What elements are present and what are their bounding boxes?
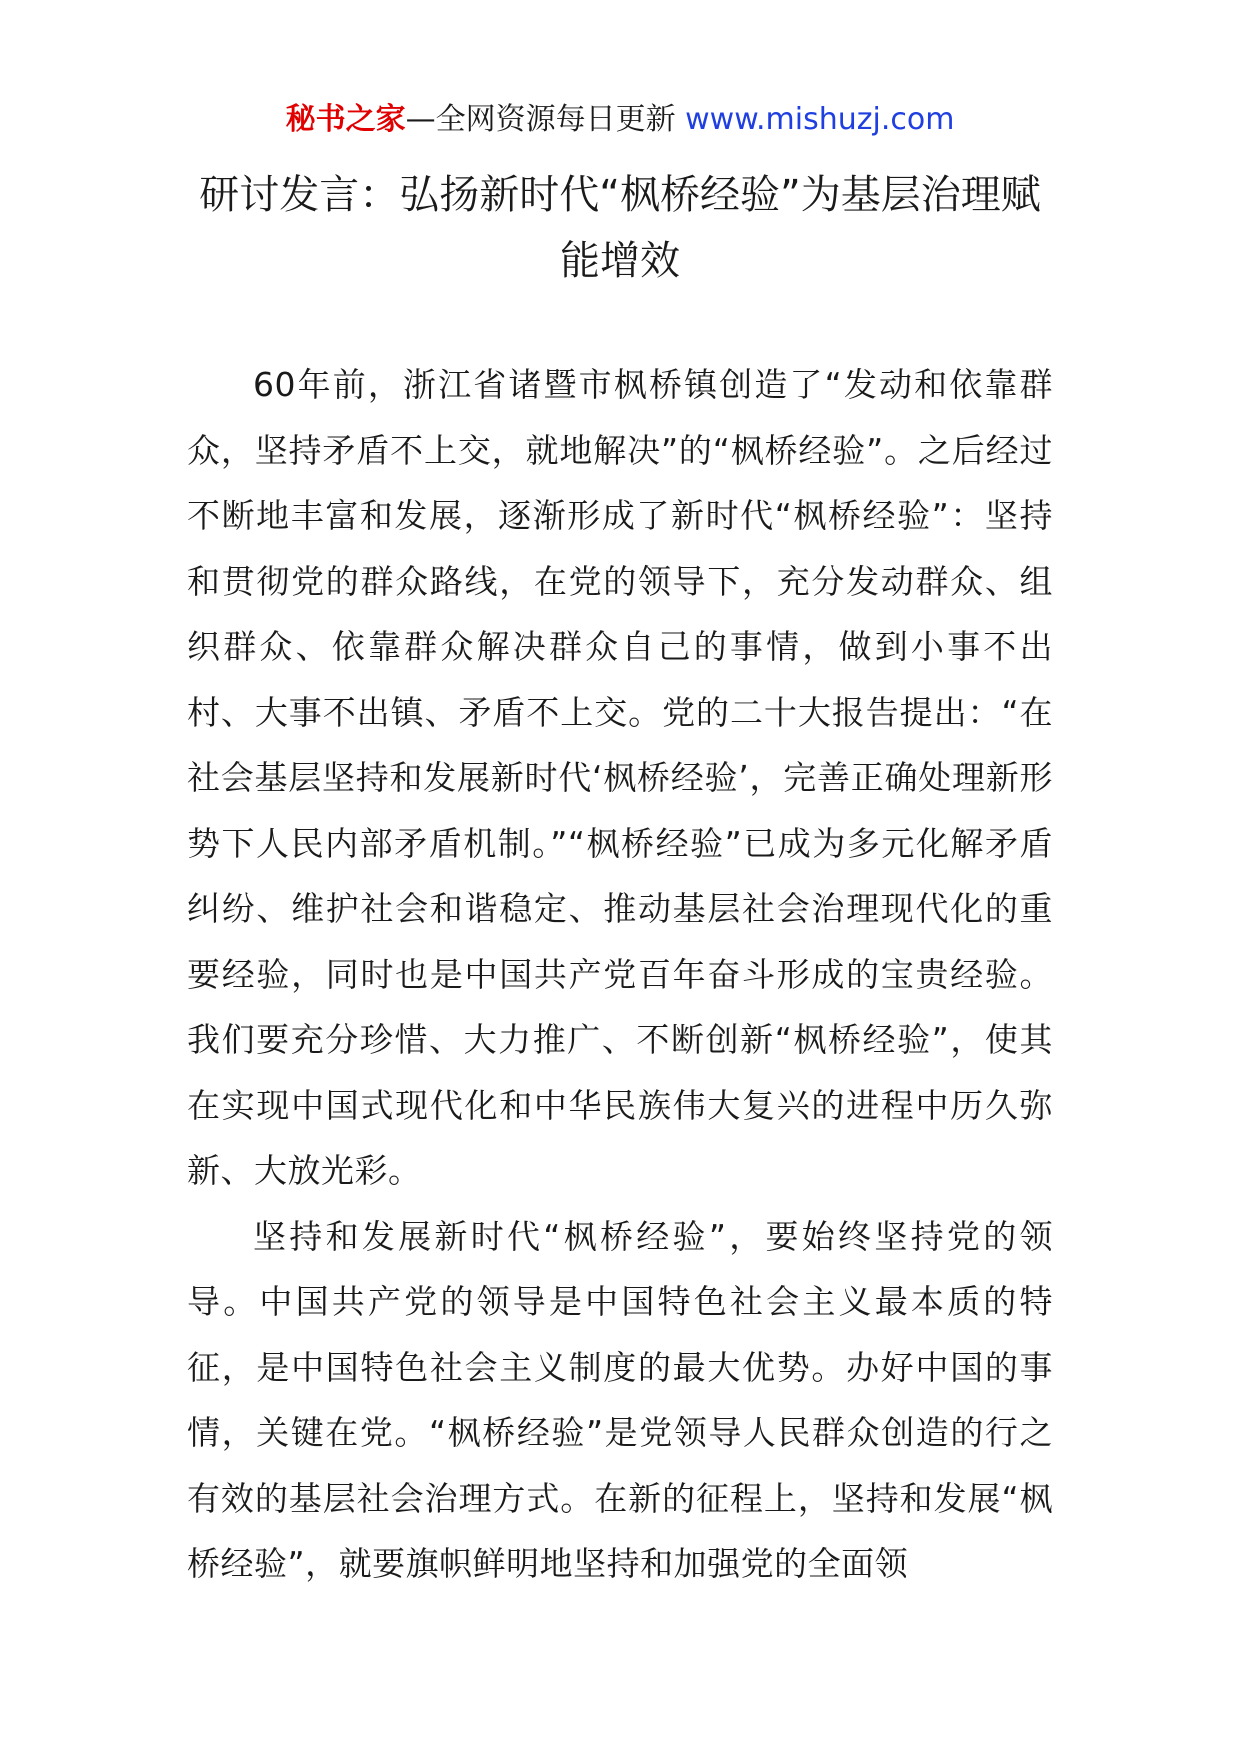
brand-name: 秘书之家 [285,102,406,137]
paragraph-2: 坚持和发展新时代“枫桥经验”，要始终坚持党的领导。中国共产党的领导是中国特色社会主义最本质的特征，是中国特色社会主义制度的最大优势。办好中国的事情，关键在党。“枫桥经验”是党领导人民群众创造的行之有效的基层社会治理方式。在新的征程上，坚持和发展“枫桥经验”，就要旗帜鲜明地坚持和加强党的全面领 [187,1216,1053,1583]
header-slogan: —全网资源每日更新 [405,102,676,137]
paragraph-1: 60年前，浙江省诸暨市枫桥镇创造了“发动和依靠群众，坚持矛盾不上交，就地解决”的“枫桥经验”。之后经过不断地丰富和发展，逐渐形成了新时代“枫桥经验”：坚持和贯彻党的群众路线，在党的领导下，充分发动群众、组织群众、依靠群众解决群众自己的事情，做到小事不出村、大事不出镇、矛盾不上交。党的二十大报告提出：“在社会基层坚持和发展新时代‘枫桥经验’，完善正确处理新形势下人民内部矛盾机制。”“枫桥经验”已成为多元化解矛盾纠纷、维护社会和谐稳定、推动基层社会治理现代化的重要经验，同时也是中国共产党百年奋斗形成的宝贵经验。我们要充分珍惜、大力推广、不断创新“枫桥经验”，使其在实现中国式现代化和中华民族伟大复兴的进程中历久弥新、大放光彩。 [187,365,1053,1190]
document-title: 研讨发言：弘扬新时代“枫桥经验”为基层治理赋能增效 [199,172,1041,284]
site-header [0,98,1240,142]
site-url-link[interactable]: www.mishuzj.com [685,102,955,137]
document-body [187,352,1053,1597]
